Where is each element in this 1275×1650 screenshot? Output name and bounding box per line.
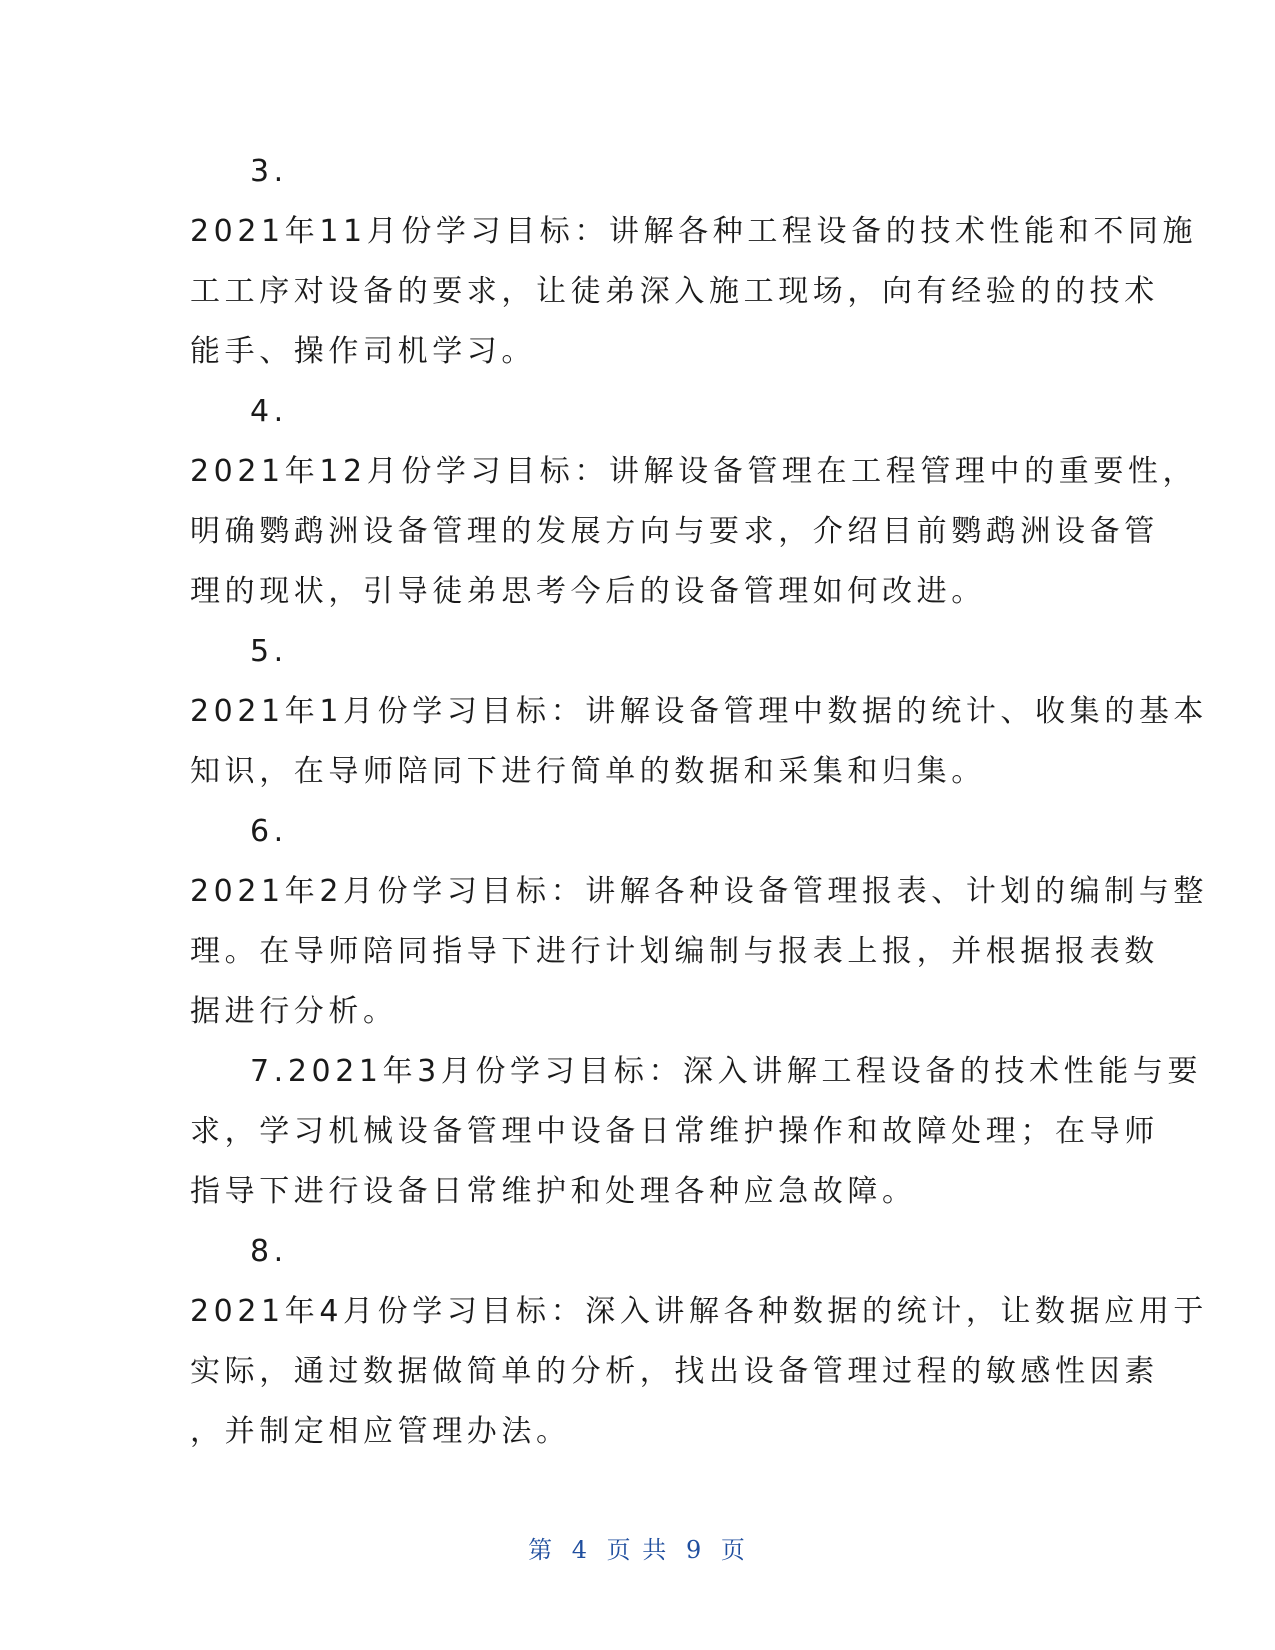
paragraph-line: 工工序对设备的要求，让徒弟深入施工现场，向有经验的的技术 <box>190 274 1159 309</box>
page-footer <box>0 1530 1275 1565</box>
paragraph-line: 明确鹦鹉洲设备管理的发展方向与要求，介绍目前鹦鹉洲设备管 <box>190 514 1159 549</box>
item-number-5: 5. <box>250 634 288 669</box>
paragraph-line: ，并制定相应管理办法。 <box>190 1414 571 1449</box>
footer-prefix: 第 <box>528 1536 555 1564</box>
paragraph-line: 2021年2月份学习目标：讲解各种设备管理报表、计划的编制与整 <box>190 874 1209 909</box>
item-number-3: 3. <box>250 154 288 189</box>
paragraph-line: 知识，在导师陪同下进行简单的数据和采集和归集。 <box>190 754 986 789</box>
footer-suffix: 页 <box>720 1536 747 1564</box>
total-page-count: 9 <box>685 1536 704 1564</box>
paragraph-line: 指导下进行设备日常维护和处理各种应急故障。 <box>190 1174 917 1209</box>
paragraph-line: 2021年11月份学习目标：讲解各种工程设备的技术性能和不同施 <box>190 214 1198 249</box>
paragraph-line: 理的现状，引导徒弟思考今后的设备管理如何改进。 <box>190 574 986 609</box>
item-number-4: 4. <box>250 394 288 429</box>
item-number-6: 6. <box>250 814 288 849</box>
paragraph-line: 理。在导师陪同指导下进行计划编制与报表上报，并根据报表数 <box>190 934 1159 969</box>
paragraph-line: 据进行分析。 <box>190 994 398 1029</box>
paragraph-line: 能手、操作司机学习。 <box>190 334 536 369</box>
footer-middle: 页 共 <box>606 1536 669 1564</box>
paragraph-line: 求，学习机械设备管理中设备日常维护操作和故障处理；在导师 <box>190 1114 1159 1149</box>
paragraph-line: 2021年1月份学习目标：讲解设备管理中数据的统计、收集的基本 <box>190 694 1209 729</box>
paragraph-line: 2021年12月份学习目标：讲解设备管理在工程管理中的重要性， <box>190 454 1198 489</box>
item-number-8: 8. <box>250 1234 288 1269</box>
current-page-number: 4 <box>571 1536 590 1564</box>
document-body <box>190 142 1209 1462</box>
paragraph-line: 2021年4月份学习目标：深入讲解各种数据的统计，让数据应用于 <box>190 1294 1209 1329</box>
paragraph-line: 实际，通过数据做简单的分析，找出设备管理过程的敏感性因素 <box>190 1354 1159 1389</box>
item-7-first-line: 7.2021年3月份学习目标：深入讲解工程设备的技术性能与要 <box>250 1054 1203 1089</box>
